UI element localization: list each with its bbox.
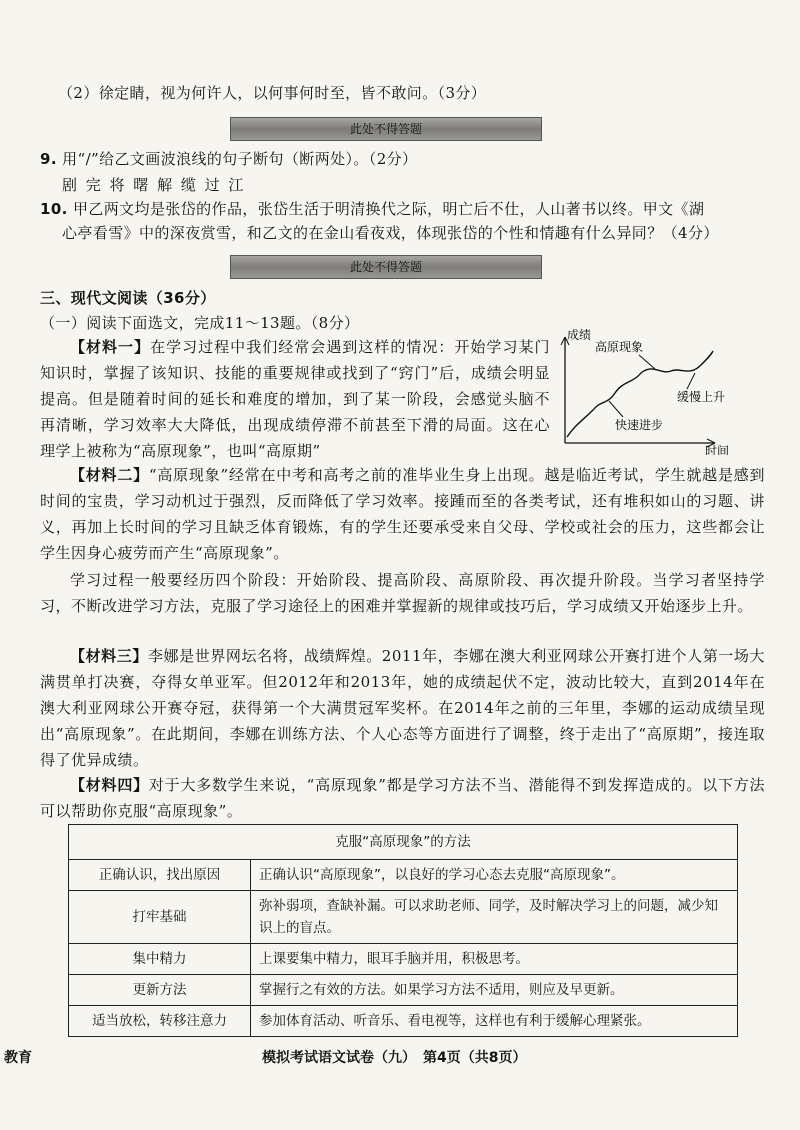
x-axis-label: 时间 [705,444,730,455]
footer-left: 教育 [4,1050,32,1066]
table-row-key: 集中精力 [69,944,251,975]
material1-tag: 【材料一】 [70,338,151,356]
part1-heading: （一）阅读下面选文，完成11～13题。（8分） [40,314,360,332]
q9-text: 用“/”给乙文画波浪线的句子断句（断两处）。（2分） [62,150,418,168]
table-row-value: 上课要集中精力，眼耳手脑并用，积极思考。 [251,944,738,975]
annotation-slow-rise: 缓慢上升 [677,390,726,404]
material4-text: 对于大多数学生来说，“高原现象”都是学习方法不当、潜能得不到发挥造成的。以下方法可以帮助你克服“高原现象”。 [40,776,765,820]
table-row-value: 参加体育活动、听音乐、看电视等，这样也有利于缓解心理紧张。 [251,1006,738,1037]
methods-table-title: 克服“高原现象”的方法 [69,825,738,860]
no-answer-band-1: 此处不得答题 [230,117,542,141]
table-row [69,975,738,1006]
methods-table [68,824,738,1037]
q8-2-text: （2）徐定睛，视为何许人，以何事何时至，皆不敢问。（3分） [58,84,487,102]
annotation-fast-progress: 快速进步 [615,418,664,432]
q9-sentence: 剧 完 将 曙 解 缆 过 江 [62,176,246,194]
material3-text: 李娜是世界网坛名将，战绩辉煌。2011年，李娜在澳大利亚网球公开赛打进个人第一场大满贯单打决赛，夺得女单亚军。但2012年和2013年，她的成绩起伏不定，波动比较大，直到2014年在澳大利亚网球公开赛夺冠，获得第一个大满贯冠军奖杯。在2014年之前的三年里，李娜的运动成绩呈现出“高原现象”。在此期间，李娜在训练方法、个人心态等方面进行了调整，终于走出了“高原期”，接连取得了优异成绩。 [40,647,765,769]
material2-text: “高原现象”经常在中考和高考之前的准毕业生身上出现。越是临近考试，学生就越是感到时间的宝贵，学习动机过于强烈，反而降低了学习效率。接踵而至的各类考试，还有堆积如山的习题、讲义，再加上长时间的学习且缺乏体育锻炼，有的学生还要承受来自父母、学校或社会的压力，这些都会让学生因身心疲劳而产生“高原现象”。 [40,466,765,562]
section3-heading: 三、现代文阅读（36分） [40,289,216,307]
material3 [40,643,765,773]
q10-line2: 心亭看雪》中的深夜赏雪，和乙文的在金山看夜戏，体现张岱的个性和情趣有什么异同？（4分） [62,224,719,242]
table-row-key: 更新方法 [69,975,251,1006]
table-row [69,944,738,975]
plateau-chart [555,325,750,455]
table-row [69,1006,738,1037]
material1-text: 在学习过程中我们经常会遇到这样的情况：开始学习某门知识时，掌握了该知识、技能的重要规律或找到了“窍门”后，成绩会明显提高。但是随着时间的延长和难度的增加，到了某一阶段，会感觉头脑不再清晰，学习效率大大降低，出现成绩停滞不前甚至下滑的局面。这在心理学上被称为“高原现象”，也叫“高原期” [40,338,550,460]
table-row-value: 弥补弱项，查缺补漏。可以求助老师、同学，及时解决学习上的问题，减少知识上的盲点。 [251,891,738,944]
table-row-key: 打牢基础 [69,891,251,944]
table-row [69,891,738,944]
no-answer-band-2: 此处不得答题 [230,255,542,279]
table-row-key: 正确认识，找出原因 [69,860,251,891]
y-axis-label: 成绩 [567,328,592,342]
q9 [40,148,760,169]
q9-number: 9. [40,150,57,168]
material1 [40,334,550,464]
material2-tag: 【材料二】 [70,466,149,484]
annotation-plateau: 高原现象 [595,340,644,354]
material4-tag: 【材料四】 [70,776,149,794]
table-row [69,860,738,891]
table-row-value: 正确认识“高原现象”，以良好的学习心态去克服“高原现象”。 [251,860,738,891]
material2 [40,462,765,566]
q10-line1-text: 甲乙两文均是张岱的作品，张岱生活于明清换代之际，明亡后不仕，人山著书以终。甲文《湖 [72,200,705,218]
table-row-value: 掌握行之有效的方法。如果学习方法不适用，则应及早更新。 [251,975,738,1006]
material4 [40,772,765,824]
material2-para2: 学习过程一般要经历四个阶段：开始阶段、提高阶段、高原阶段、再次提升阶段。当学习者坚持学习，不断改进学习方法，克服了学习途径上的困难并掌握新的规律或技巧后，学习成绩又开始逐步上升。 [40,571,765,615]
q10-line1 [40,198,760,219]
footer-center: 模拟考试语文试卷（九） 第4页（共8页） [262,1050,527,1066]
material3-tag: 【材料三】 [70,647,148,665]
table-row-key: 适当放松，转移注意力 [69,1006,251,1037]
q10-number: 10. [40,200,68,218]
